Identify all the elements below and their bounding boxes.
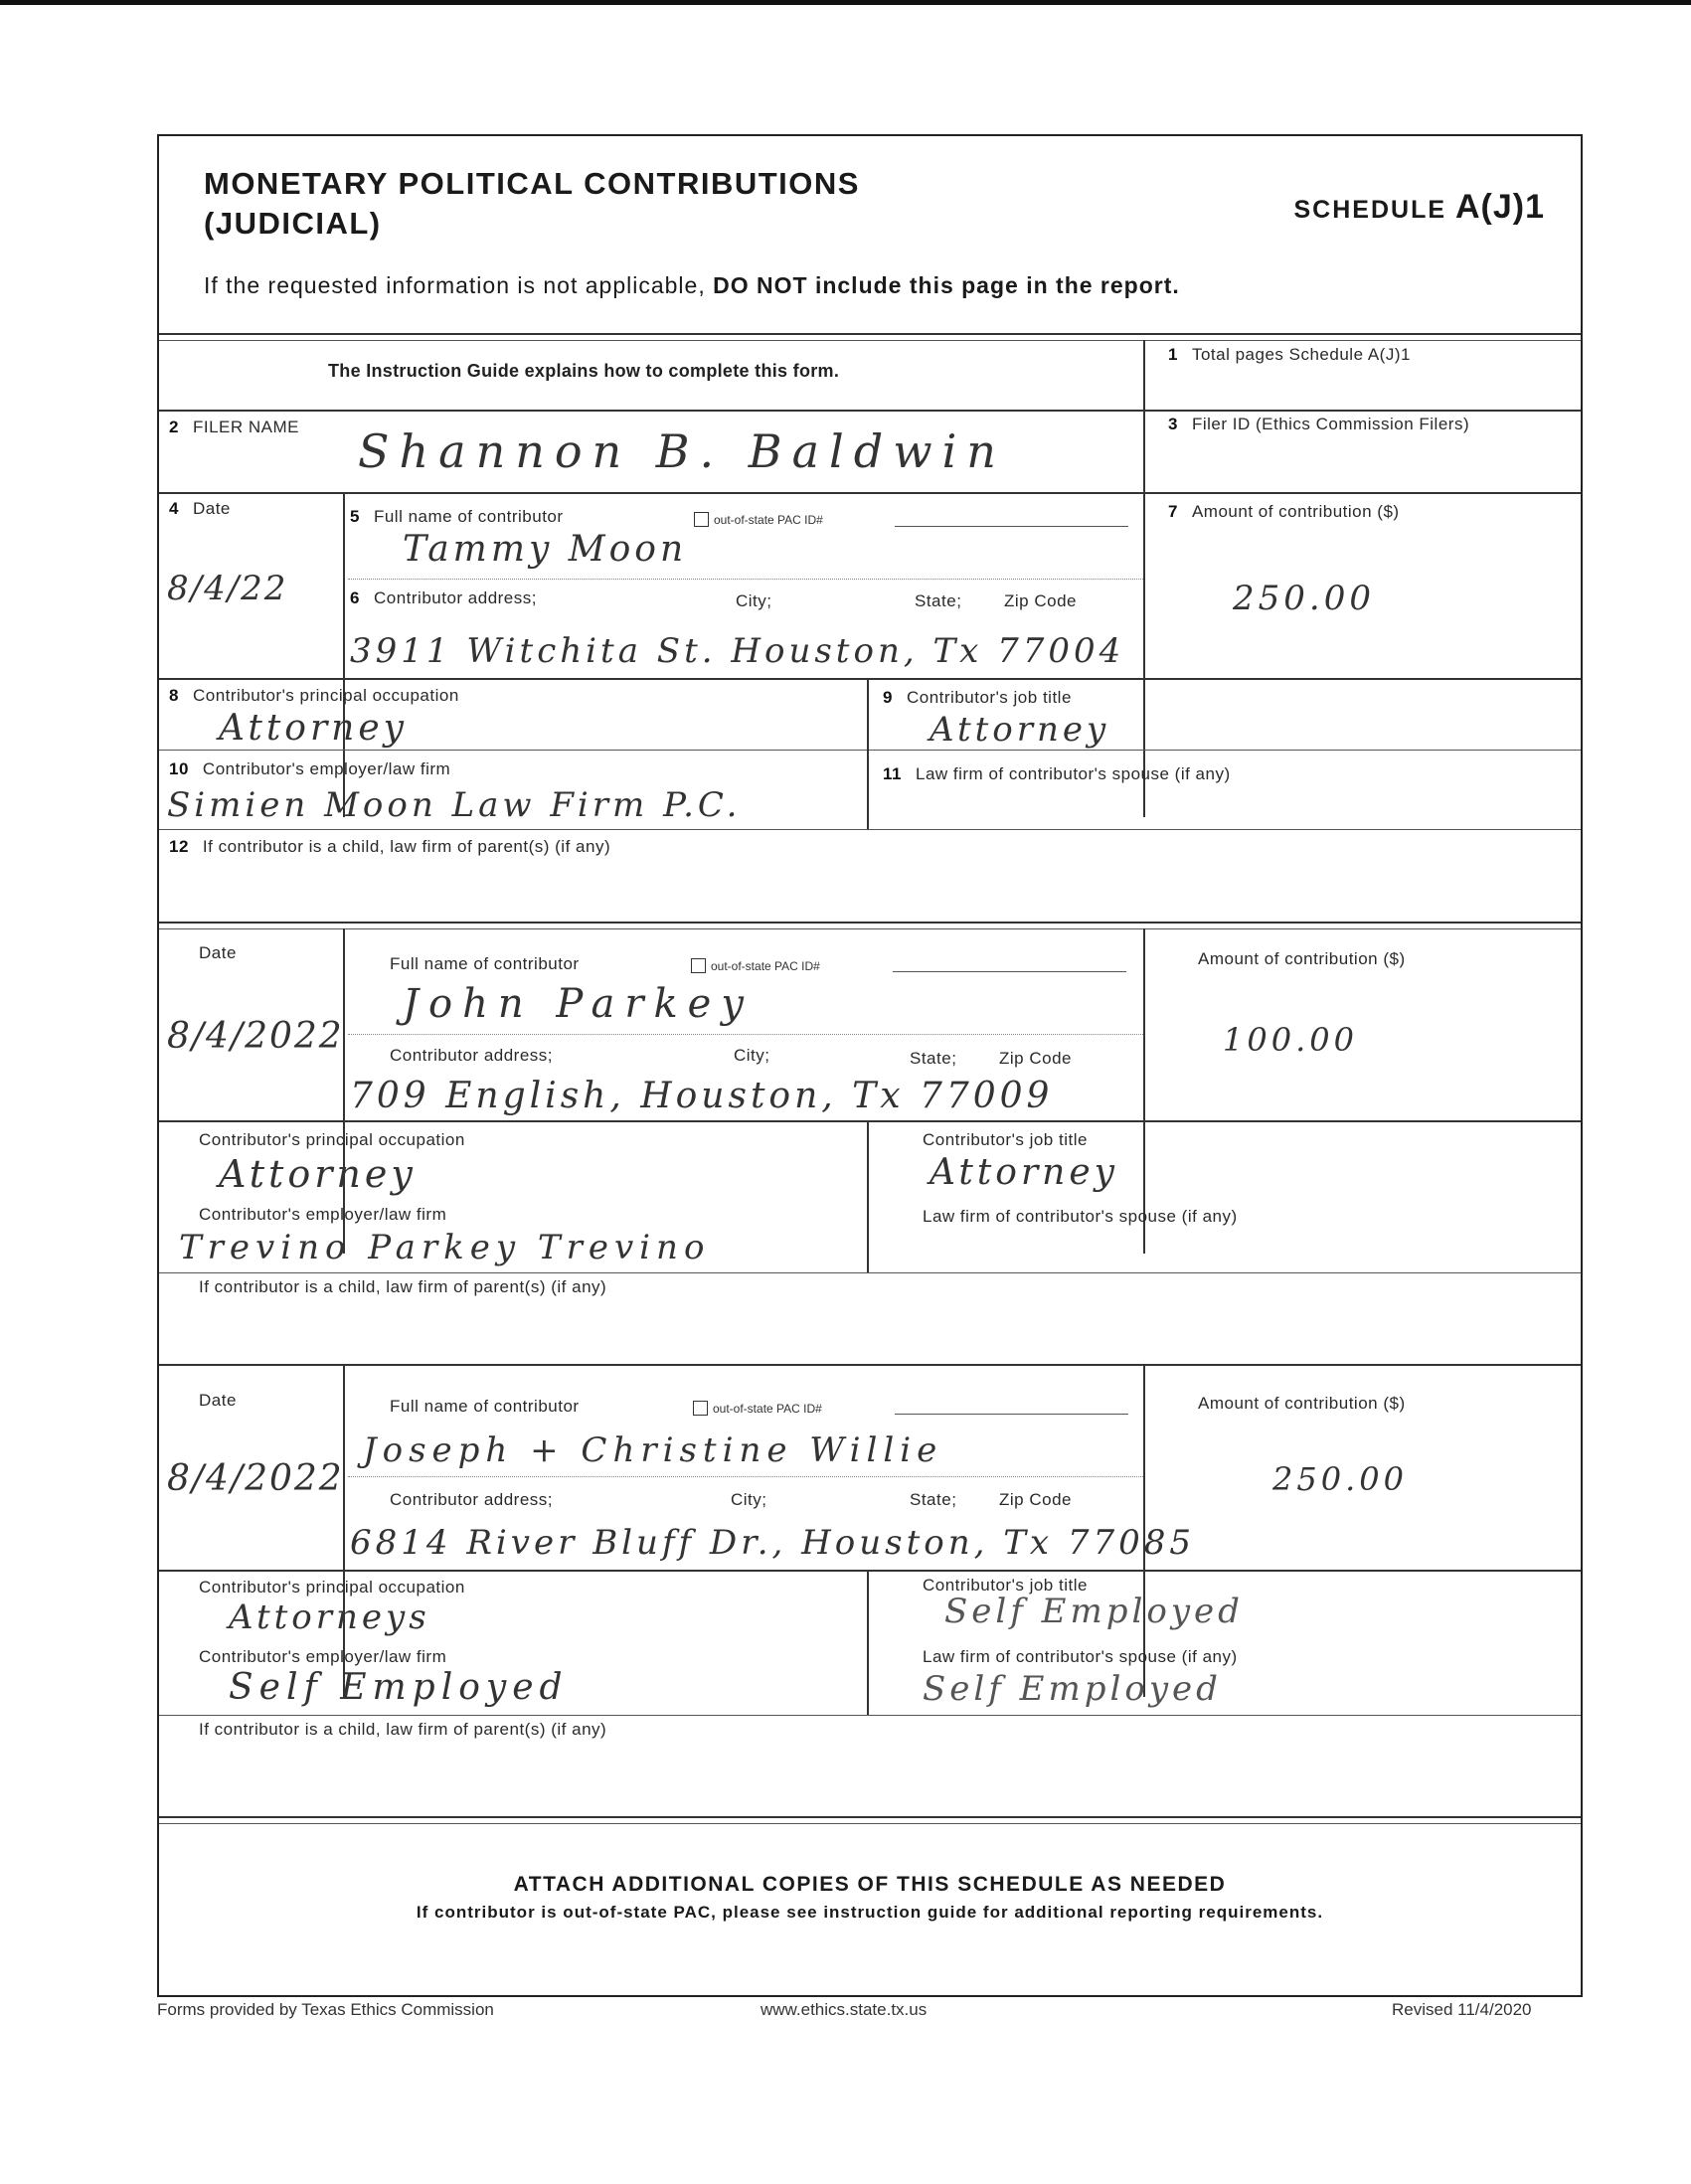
- c2-name-value: John Parkey: [403, 981, 754, 1027]
- rule: [1143, 928, 1145, 1254]
- c2-occupation-label: Contributor's principal occupation: [199, 1130, 465, 1149]
- c1-amount-label: 7 Amount of contribution ($): [1168, 502, 1400, 521]
- c2-jobtitle-value: Attorney: [930, 1152, 1119, 1193]
- rule: [159, 410, 1581, 412]
- c3-fullname-label: Full name of contributor: [390, 1397, 580, 1416]
- c3-date-label: Date: [199, 1391, 237, 1410]
- c2-parent-label: If contributor is a child, law firm of parent(s) (if any): [199, 1277, 607, 1296]
- schedule-code: A(J)1: [1454, 188, 1545, 226]
- c1-name-line: [348, 579, 1143, 580]
- scan-top-edge: [0, 0, 1691, 5]
- c2-occupation-value: Attorney: [219, 1152, 417, 1196]
- c3-address-value: 6814 River Bluff Dr., Houston, Tx 77085: [350, 1523, 1196, 1563]
- c3-address-label: Contributor address;: [390, 1490, 554, 1509]
- c3-occupation-label: Contributor's principal occupation: [199, 1578, 465, 1596]
- filer-name-value: Shannon B. Baldwin: [358, 424, 1006, 478]
- c3-city-label: City;: [731, 1490, 767, 1509]
- c1-jobtitle-label: 9 Contributor's job title: [883, 688, 1072, 707]
- applicability-notice: [204, 272, 1180, 299]
- c3-name-line: [348, 1476, 1143, 1477]
- c2-date-value: 8/4/2022: [167, 1016, 344, 1057]
- c1-employer-label: 10 Contributor's employer/law firm: [169, 759, 451, 778]
- c3-jobtitle-label: Contributor's job title: [923, 1576, 1088, 1595]
- attach-copies-note: ATTACH ADDITIONAL COPIES OF THIS SCHEDULE AS NEEDED: [513, 1873, 1227, 1896]
- c2-state-label: State;: [910, 1049, 957, 1068]
- checkbox-icon: [694, 512, 709, 527]
- c2-address-value: 709 English, Houston, Tx 77009: [350, 1076, 1054, 1116]
- checkbox-icon: [691, 958, 706, 973]
- c2-zip-label: Zip Code: [999, 1049, 1072, 1068]
- rule: [159, 1816, 1581, 1818]
- rule: [159, 1570, 1581, 1572]
- c2-pac-id-line: [893, 971, 1126, 972]
- c2-employer-value: Trevino Parkey Trevino: [179, 1228, 711, 1267]
- c2-fullname-label: Full name of contributor: [390, 954, 580, 973]
- total-pages-label: 1 Total pages Schedule A(J)1: [1168, 345, 1411, 364]
- rule: [159, 1715, 1581, 1716]
- c3-name-value: Joseph + Christine Willie: [363, 1430, 943, 1470]
- c1-jobtitle-value: Attorney: [930, 710, 1110, 750]
- c1-zip-label: Zip Code: [1004, 591, 1077, 610]
- rule: [159, 750, 1581, 751]
- c3-zip-label: Zip Code: [999, 1490, 1072, 1509]
- c3-parent-label: If contributor is a child, law firm of parent(s) (if any): [199, 1720, 607, 1739]
- c3-amount-value: 250.00: [1272, 1460, 1408, 1498]
- c3-pac-id-line: [895, 1414, 1128, 1415]
- rule: [867, 678, 869, 829]
- schedule-id: [1294, 188, 1546, 227]
- footer-provider: Forms provided by Texas Ethics Commission: [157, 2000, 494, 2019]
- form-frame: [157, 134, 1583, 1997]
- c1-employer-value: Simien Moon Law Firm P.C.: [167, 785, 742, 825]
- c3-spouse-label: Law firm of contributor's spouse (if any): [923, 1647, 1238, 1666]
- c1-parent-label: 12 If contributor is a child, law firm of parent(s) (if any): [169, 837, 611, 856]
- rule: [159, 928, 1581, 929]
- rule: [159, 678, 1581, 680]
- c1-occupation-label: 8 Contributor's principal occupation: [169, 686, 459, 705]
- c3-jobtitle-value: Self Employed: [944, 1592, 1244, 1631]
- c3-pac-checkbox[interactable]: out-of-state PAC ID#: [693, 1401, 822, 1416]
- c1-fullname-label: 5 Full name of contributor: [350, 507, 564, 526]
- form-title-line1: MONETARY POLITICAL CONTRIBUTIONS: [204, 166, 860, 201]
- checkbox-icon: [693, 1401, 708, 1416]
- c3-state-label: State;: [910, 1490, 957, 1509]
- c2-amount-value: 100.00: [1223, 1021, 1358, 1059]
- notice-text: If the requested information is not applicable,: [204, 272, 706, 298]
- c1-city-label: City;: [736, 591, 772, 610]
- form-title-line2: (JUDICIAL): [204, 206, 382, 241]
- c3-occupation-value: Attorneys: [229, 1597, 430, 1637]
- rule: [159, 492, 1581, 494]
- c1-name-value: Tammy Moon: [403, 529, 688, 570]
- c1-occupation-value: Attorney: [219, 708, 409, 749]
- c2-address-label: Contributor address;: [390, 1046, 554, 1065]
- c2-name-line: [348, 1034, 1143, 1035]
- form-title: [204, 164, 860, 244]
- schedule-label: SCHEDULE: [1293, 196, 1447, 224]
- c3-date-value: 8/4/2022: [167, 1458, 344, 1499]
- rule: [1143, 340, 1145, 817]
- c2-amount-label: Amount of contribution ($): [1198, 949, 1406, 968]
- c2-pac-checkbox[interactable]: out-of-state PAC ID#: [691, 958, 820, 973]
- footer-revised: Revised 11/4/2020: [1392, 2000, 1532, 2019]
- c1-amount-value: 250.00: [1233, 579, 1375, 618]
- c1-pac-id-line: [895, 526, 1128, 527]
- c1-date-label: 4 Date: [169, 499, 231, 518]
- rule: [159, 333, 1581, 335]
- c1-pac-checkbox[interactable]: out-of-state PAC ID#: [694, 512, 823, 527]
- c2-date-label: Date: [199, 943, 237, 962]
- footer-url[interactable]: www.ethics.state.tx.us: [761, 2000, 928, 2019]
- c1-state-label: State;: [915, 591, 962, 610]
- notice-bold: DO NOT include this page in the report.: [713, 272, 1180, 298]
- c3-amount-label: Amount of contribution ($): [1198, 1394, 1406, 1413]
- rule: [159, 922, 1581, 924]
- c1-address-label: 6 Contributor address;: [350, 588, 537, 607]
- c3-employer-label: Contributor's employer/law firm: [199, 1647, 447, 1666]
- rule: [159, 1272, 1581, 1273]
- c2-spouse-label: Law firm of contributor's spouse (if any): [923, 1207, 1238, 1226]
- filer-id-label: 3 Filer ID (Ethics Commission Filers): [1168, 415, 1470, 433]
- c2-jobtitle-label: Contributor's job title: [923, 1130, 1088, 1149]
- rule: [867, 1120, 869, 1272]
- c2-employer-label: Contributor's employer/law firm: [199, 1205, 447, 1224]
- rule: [159, 1823, 1581, 1824]
- rule: [159, 1120, 1581, 1122]
- c1-address-value: 3911 Witchita St. Houston, Tx 77004: [350, 631, 1125, 671]
- c1-spouse-label: 11 Law firm of contributor's spouse (if any): [883, 764, 1231, 783]
- rule: [159, 340, 1581, 341]
- c3-employer-value: Self Employed: [229, 1667, 569, 1708]
- rule: [867, 1570, 869, 1715]
- rule: [159, 1364, 1581, 1366]
- c3-spouse-value: Self Employed: [923, 1669, 1222, 1709]
- instruction-guide-note: The Instruction Guide explains how to complete this form.: [328, 361, 840, 381]
- filer-name-label: 2 FILER NAME: [169, 418, 299, 436]
- rule: [159, 829, 1581, 830]
- pac-instruction-note: If contributor is out-of-state PAC, please see instruction guide for additional reporting requirements.: [416, 1903, 1324, 1922]
- c1-date-value: 8/4/22: [167, 569, 288, 608]
- c2-city-label: City;: [734, 1046, 770, 1065]
